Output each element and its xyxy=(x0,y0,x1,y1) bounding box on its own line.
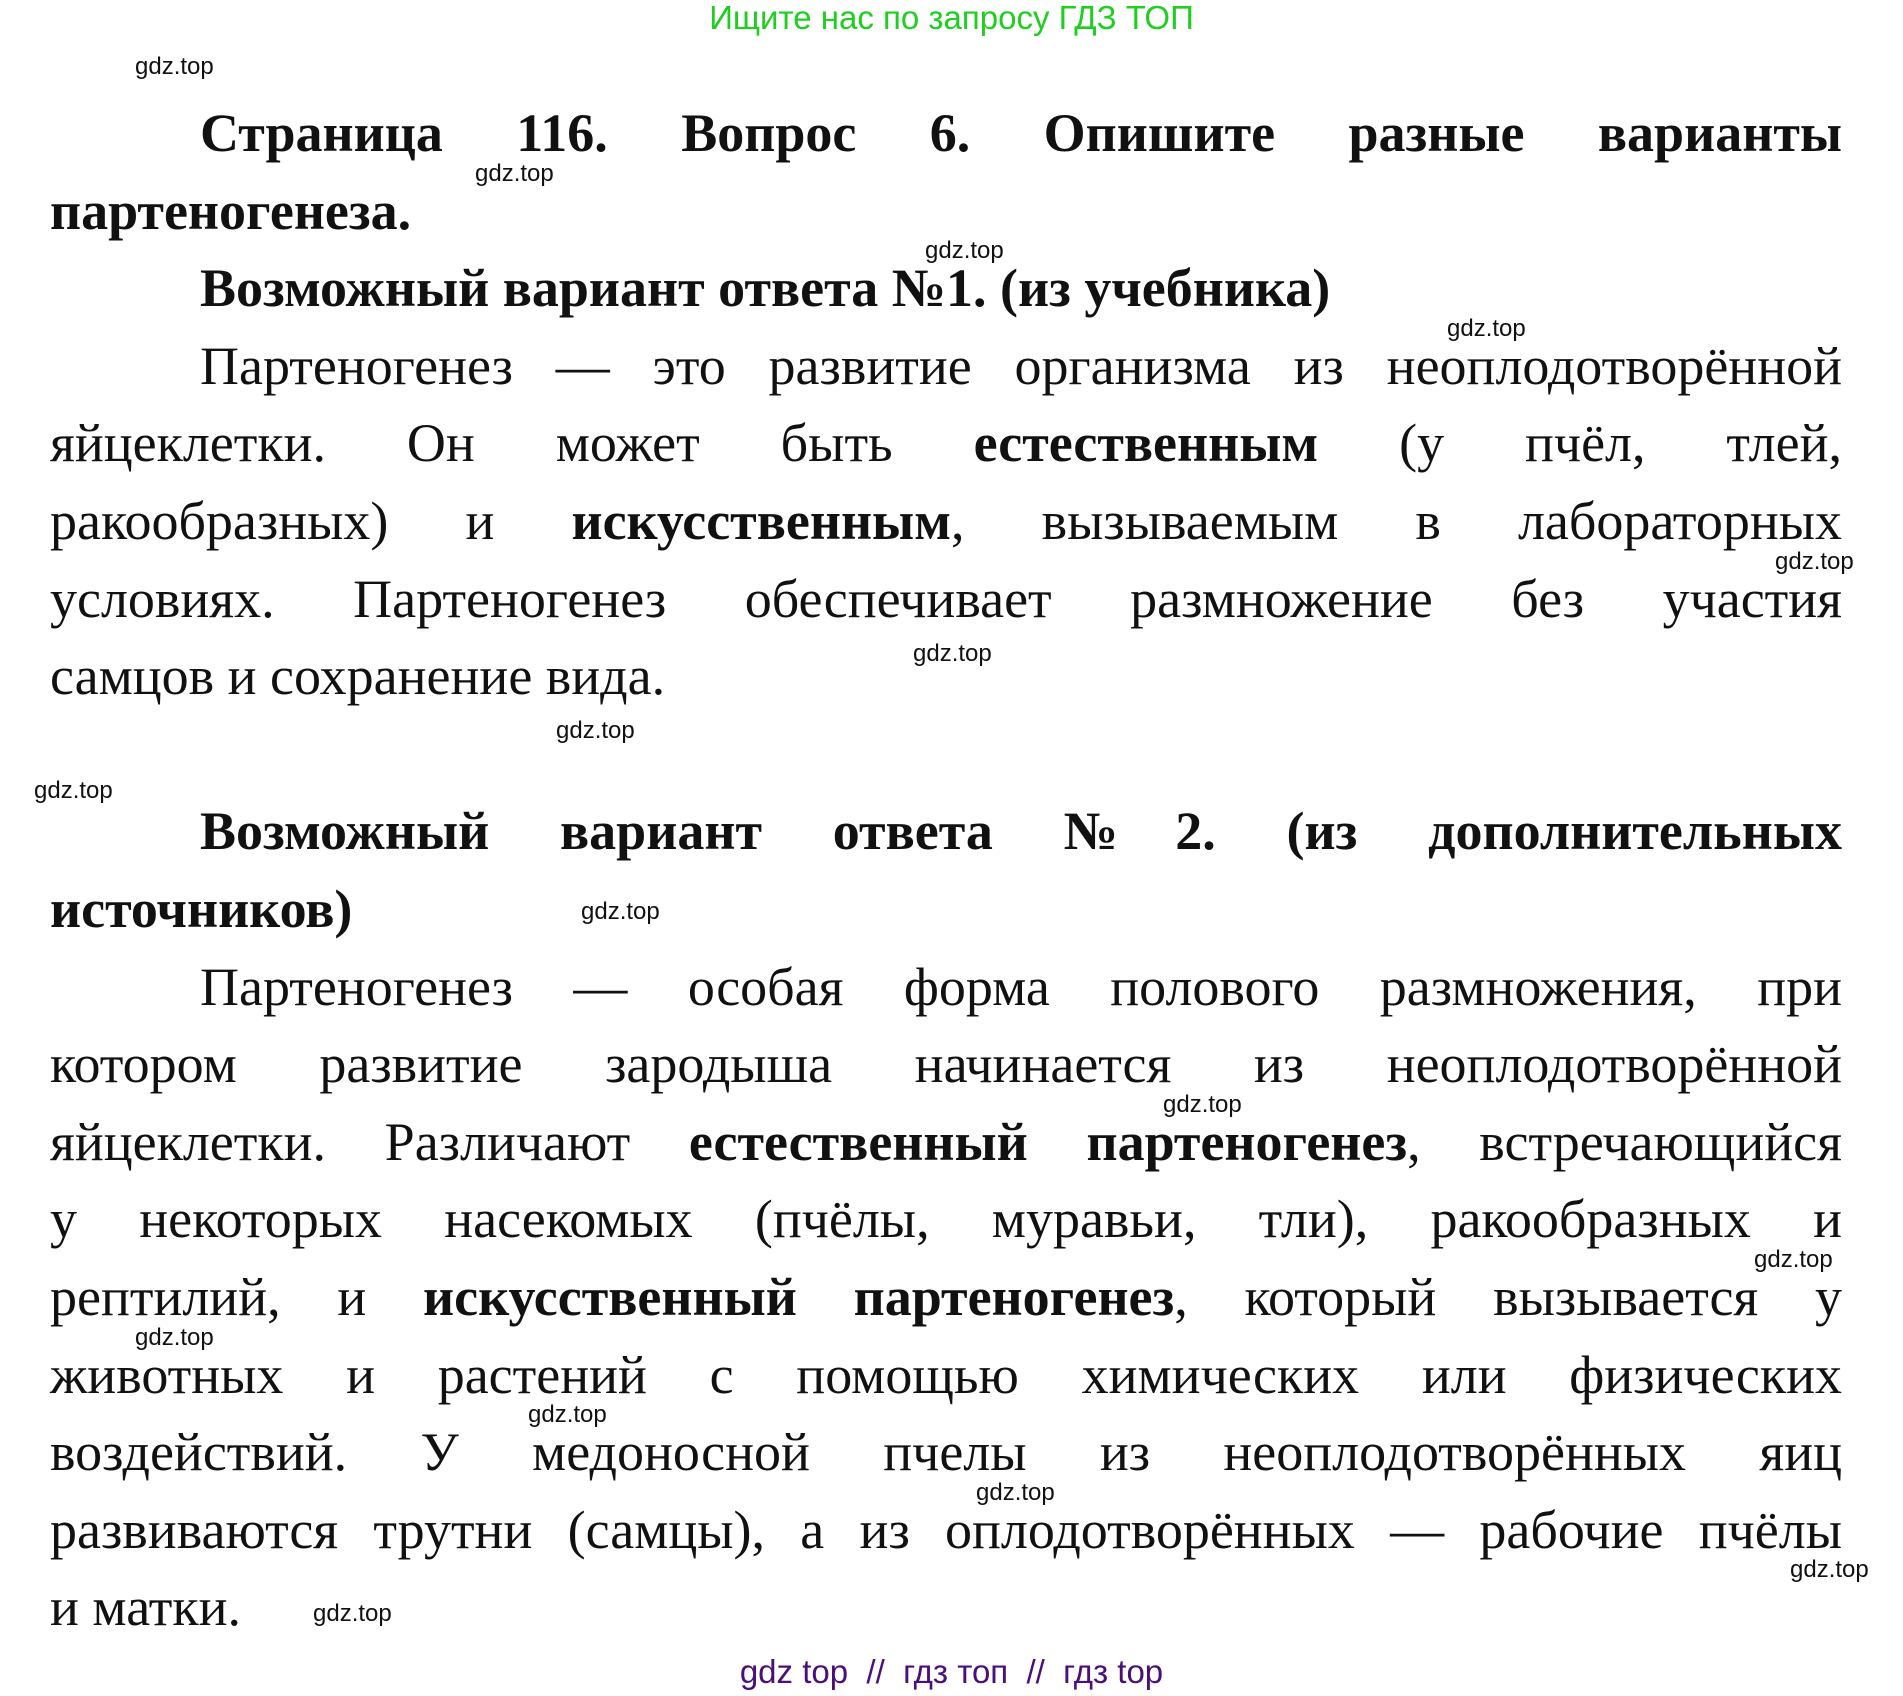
watermark: gdz.top xyxy=(1447,315,1526,342)
bold-term: Страница 116. Вопрос 6. Опишите разные варианты xyxy=(200,103,1842,163)
text-segment: развиваются трутни (самцы), а из оплодотворённых — рабочие пчёлы xyxy=(50,1499,1842,1560)
text-line xyxy=(50,1492,1842,1570)
watermark: gdz.top xyxy=(925,237,1004,264)
text-segment: условиях. Партеногенез обеспечивает размножение без участия xyxy=(50,568,1842,629)
text-segment: ракообразных) и xyxy=(50,490,572,551)
header-banner: Ищите нас по запросу ГДЗ ТОП xyxy=(709,0,1194,36)
watermark: gdz.top xyxy=(475,160,554,187)
text-segment: (у пчёл, тлей, xyxy=(1318,413,1842,474)
watermark: gdz.top xyxy=(913,640,992,667)
text-line xyxy=(50,483,1842,561)
text-segment: рептилий, и xyxy=(50,1266,424,1327)
watermark: gdz.top xyxy=(313,1600,392,1627)
footer-banner: gdz top // гдз топ // гдз top xyxy=(739,1653,1164,1690)
text-segment: , который вызывается у xyxy=(1174,1266,1842,1327)
text-segment: и матки. xyxy=(50,1577,242,1638)
watermark: gdz.top xyxy=(581,898,660,925)
text-segment: воздействий. У медоносной пчелы из неоплодотворённых яиц xyxy=(50,1422,1842,1483)
bold-term: естественный партеногенез xyxy=(688,1111,1408,1172)
bold-term: источников) xyxy=(50,878,353,939)
watermark: gdz.top xyxy=(1163,1091,1242,1118)
bold-term: Возможный вариант ответа №1. (из учебника) xyxy=(200,258,1331,319)
text-line xyxy=(50,95,1842,173)
text-line xyxy=(50,1026,1842,1104)
text-line xyxy=(50,949,1842,1027)
text-line xyxy=(50,1259,1842,1337)
watermark: gdz.top xyxy=(528,1401,607,1428)
watermark: gdz.top xyxy=(1754,1246,1833,1273)
bold-term: искусственный партеногенез xyxy=(423,1266,1175,1327)
text-line xyxy=(50,871,1842,949)
text-line xyxy=(50,1337,1842,1415)
text-line xyxy=(50,1181,1842,1259)
watermark: gdz.top xyxy=(34,777,113,804)
watermark: gdz.top xyxy=(1775,548,1854,575)
bold-term: искусственным xyxy=(571,490,951,551)
text-segment: , вызываемым в лабораторных xyxy=(951,490,1843,551)
text-line xyxy=(50,561,1842,639)
text-segment: Партеногенез — это развитие организма из неоплодотворённой xyxy=(200,335,1842,396)
text-line xyxy=(50,1104,1842,1182)
text-line xyxy=(50,793,1842,871)
answer-2-heading xyxy=(50,793,1842,948)
text-segment: , встречающийся xyxy=(1407,1111,1842,1172)
question-title xyxy=(50,95,1842,250)
text-segment: яйцеклетки. Он может быть xyxy=(50,413,974,474)
watermark: gdz.top xyxy=(556,717,635,744)
text-segment: животных и растений с помощью химических или физических xyxy=(50,1344,1842,1405)
text-segment: Партеногенез — особая форма полового размножения, при xyxy=(200,956,1842,1017)
paragraph-spacer xyxy=(50,716,1842,794)
text-line xyxy=(50,328,1842,406)
watermark: gdz.top xyxy=(135,1324,214,1351)
text-segment: котором развитие зародыша начинается из неоплодотворённой xyxy=(50,1034,1842,1095)
watermark: gdz.top xyxy=(1790,1556,1869,1583)
text-segment: у некоторых насекомых (пчёлы, муравьи, тли), ракообразных и xyxy=(50,1189,1842,1250)
answer-2-text xyxy=(50,949,1842,1647)
text-segment: самцов и сохранение вида. xyxy=(50,646,666,707)
bold-term: партеногенеза. xyxy=(50,180,412,241)
watermark: gdz.top xyxy=(976,1479,1055,1506)
watermark: gdz.top xyxy=(135,53,214,80)
text-line xyxy=(50,1414,1842,1492)
bold-term: Возможный вариант ответа №2. (из дополнительных xyxy=(200,801,1842,862)
text-segment: яйцеклетки. Различают xyxy=(50,1111,689,1172)
bold-term: естественным xyxy=(973,413,1319,474)
document-body xyxy=(50,95,1842,1647)
text-line xyxy=(50,405,1842,483)
